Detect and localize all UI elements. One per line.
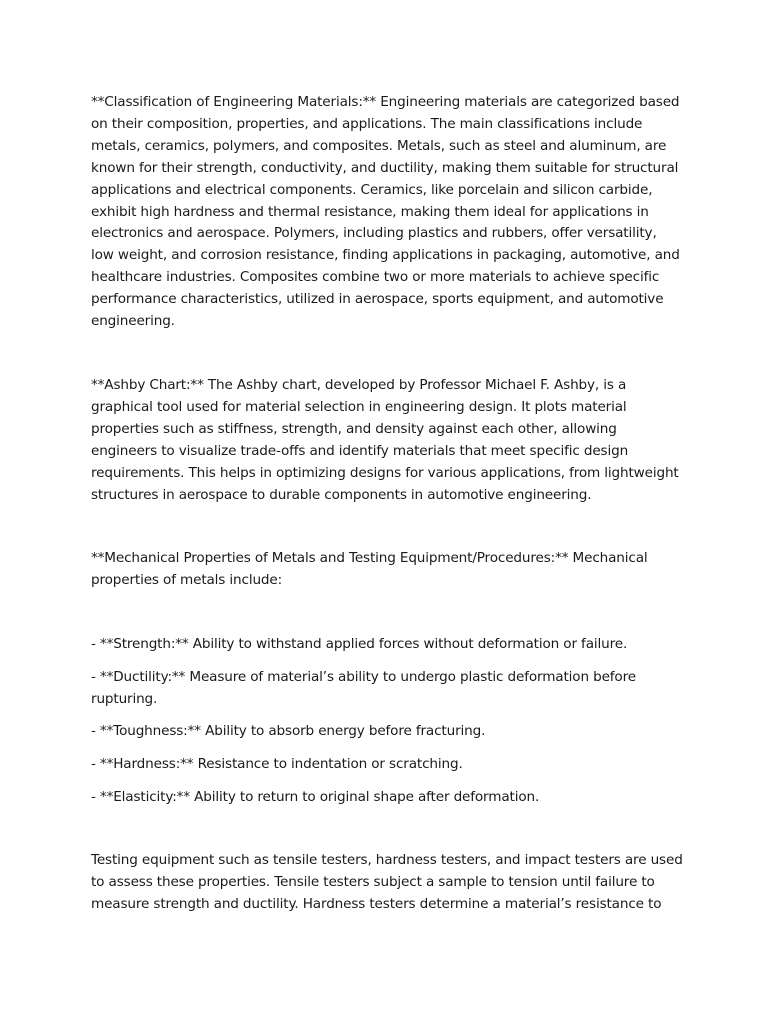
paragraph-classification-of-engineering-materials: **Classification of Engineering Materials:** Engineering materials are categorized based on their composition, properties, and applications. The main classifications include metals, ceramics, polymers, and composites. Metals, such as steel and aluminum, are known for their strength, conductivity, and ductility, making them suitable for structural applications and electrical components. Ceramics, like porcelain and silicon carbide, exhibit high hardness and thermal resistance, making them ideal for applications in electronics and aerospace. Polymers, including plastics and rubbers, offer versatility, low weight, and corrosion resistance, finding applications in packaging, automotive, and healthcare industries. Composites combine two or more materials to achieve specific performance characteristics, utilized in aerospace, sports equipment, and automotive engineering. [91, 94, 680, 330]
bullet-ductility: - **Ductility:** Measure of material’s ability to undergo plastic deformation before rupturing. [91, 668, 636, 707]
paragraph-ashby-chart: **Ashby Chart:** The Ashby chart, developed by Professor Michael F. Ashby, is a graphical tool used for material selection in engineering design. It plots material properties such as stiffness, strength, and density against each other, allowing engineers to visualize trade-offs and identify materials that meet specific design requirements. This helps in optimizing designs for various applications, from lightweight structures in aerospace to durable components in automotive engineering. [91, 376, 679, 503]
bullet-elasticity: - **Elasticity:** Ability to return to original shape after deformation. [91, 788, 540, 805]
paragraph-mechanical-properties-intro: **Mechanical Properties of Metals and Testing Equipment/Procedures:** Mechanical properties of metals include: [91, 550, 648, 589]
document-body [91, 92, 683, 916]
bullet-strength: - **Strength:** Ability to withstand applied forces without deformation or failure. [91, 636, 628, 653]
bullet-hardness: - **Hardness:** Resistance to indentation or scratching. [91, 755, 463, 772]
bullet-toughness: - **Toughness:** Ability to absorb energy before fracturing. [91, 723, 486, 740]
paragraph-testing-equipment: Testing equipment such as tensile testers, hardness testers, and impact testers are used to assess these properties. Tensile testers subject a sample to tension until failure to measure strength and ductility. Hardness testers determine a material’s resistance to [91, 852, 683, 913]
